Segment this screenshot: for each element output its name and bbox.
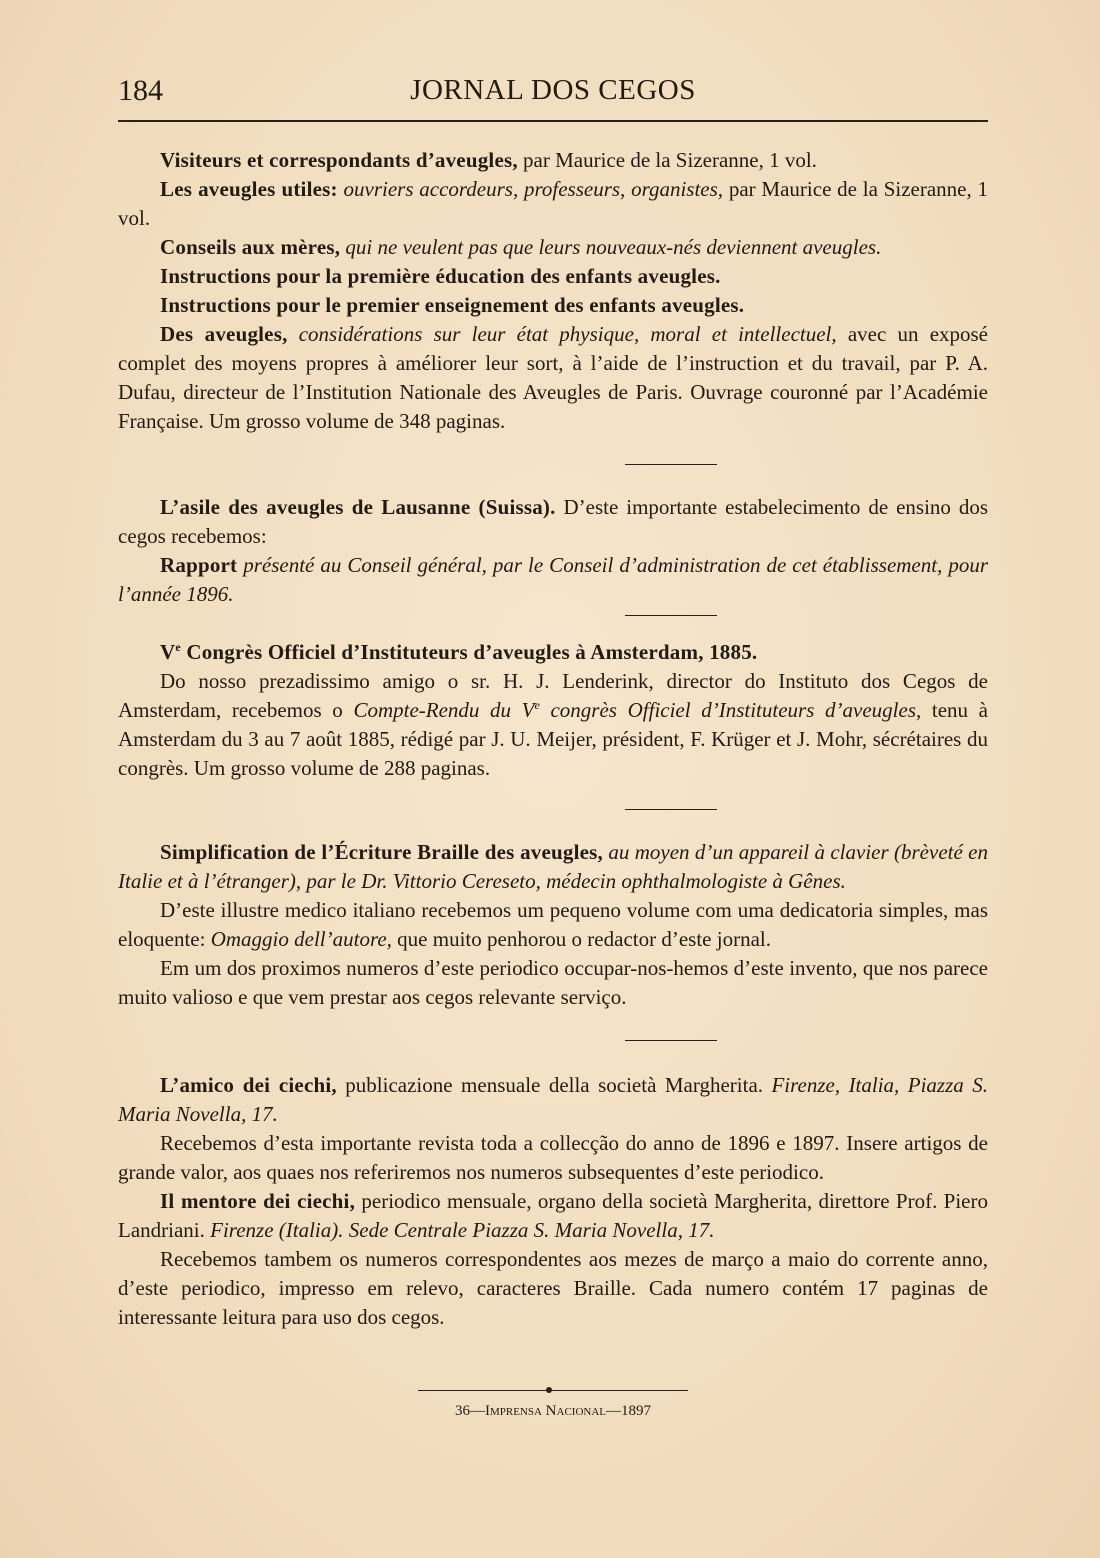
footer-imprint: 36—Imprensa Nacional—1897 xyxy=(454,1403,652,1419)
mentore-text: Recebemos tambem os numeros correspondentes aos mezes de março a maio do corrente anno, d’este periodico, impresso em relevo, caracteres Braille. Cada numero contém 17 paginas de interessante leitura para uso dos cegos. xyxy=(118,1247,988,1329)
section-separator xyxy=(625,809,717,810)
entry-des-aveugles: Des aveugles, considérations sur leur état physique, moral et intellectuel, avec un exposé complet des moyens propres à améliorer leur sort, à l’aide de l’instruction et du travail, par P. A. Dufau, directeur de l’Institution Nationale des Aveugles de Paris. Ouvrage couronné par l’Académie Française. Um grosso volume de 348 paginas. xyxy=(118,322,989,433)
footer xyxy=(118,1390,988,1420)
footer-rule xyxy=(418,1390,688,1391)
entry-visiteurs: Visiteurs et correspondants d’aveugles, par Maurice de la Sizeranne, 1 vol. xyxy=(160,148,817,172)
congres-title: Ve Congrès Officiel d’Instituteurs d’aveugles à Amsterdam, 1885. xyxy=(160,640,758,664)
journal-title: JORNAL DOS CEGOS xyxy=(410,74,696,106)
amico-text: Recebemos d’esta importante revista toda a collecção do anno de 1896 e 1897. Insere artigos de grande valor, aos quaes nos referiremos nos numeros subsequentes d’este periodico. xyxy=(118,1131,988,1184)
ornament-dot-icon xyxy=(546,1387,552,1393)
mentore-title: Il mentore dei ciechi, periodico mensuale, organo della società Margherita, direttore Prof. Piero Landriani. Firenze (Italia). Sede Centrale Piazza S. Maria Novella, 17. xyxy=(118,1189,988,1242)
header-rule xyxy=(118,120,988,122)
section-separator xyxy=(625,1040,717,1041)
section-separator xyxy=(625,464,717,465)
amico-title: L’amico dei ciechi, publicazione mensuale della società Margherita. Firenze, Italia, Piazza S. Maria Novella, 17. xyxy=(118,1073,988,1126)
entry-aveugles-utiles: Les aveugles utiles: ouvriers accordeurs, professeurs, organistes, par Maurice de la Sizeranne, 1 vol. xyxy=(118,177,989,230)
page-number: 184 xyxy=(118,74,163,107)
page-body xyxy=(118,146,988,1332)
entry-rapport: Rapport présenté au Conseil général, par le Conseil d’administration de cet établissement, pour l’année 1896. xyxy=(118,553,988,606)
section-separator xyxy=(625,615,717,616)
braille-p2: Em um dos proximos numeros d’este periodico occupar-nos-hemos d’este invento, que nos parece muito valioso e que vem prestar aos cegos relevante serviço. xyxy=(118,956,988,1009)
entry-conseils: Conseils aux mères, qui ne veulent pas que leurs nouveaux-nés deviennent aveugles. xyxy=(160,235,882,259)
entry-instructions-enseignement: Instructions pour le premier enseignement des enfants aveugles. xyxy=(160,293,745,317)
braille-p1: D’este illustre medico italiano recebemos um pequeno volume com uma dedicatoria simples, mas eloquente: Omaggio dell’autore, que muito penhorou o redactor d’este jornal. xyxy=(118,898,988,951)
braille-title: Simplification de l’Écriture Braille des aveugles, au moyen d’un appareil à clavier (brèveté en Italie et à l’étranger), par le Dr. Vittorio Cereseto, médecin ophthalmologiste à Gênes. xyxy=(118,840,988,893)
congres-text: Do nosso prezadissimo amigo o sr. H. J. Lenderink, director do Instituto dos Cegos de Amsterdam, recebemos o Compte-Rendu du Ve congrès Officiel d’Instituteurs d’aveugles, tenu à Amsterdam du 3 au 7 août 1885, rédigé par J. U. Meijer, président, F. Krüger et J. Mohr, sécrétaires du congrès. Um grosso volume de 288 paginas. xyxy=(118,669,989,780)
entry-instructions-education: Instructions pour la première éducation des enfants aveugles. xyxy=(160,264,721,288)
running-header xyxy=(118,74,988,114)
entry-lausanne: L’asile des aveugles de Lausanne (Suissa). D’este importante estabelecimento de ensino dos cegos recebemos: xyxy=(118,495,988,548)
